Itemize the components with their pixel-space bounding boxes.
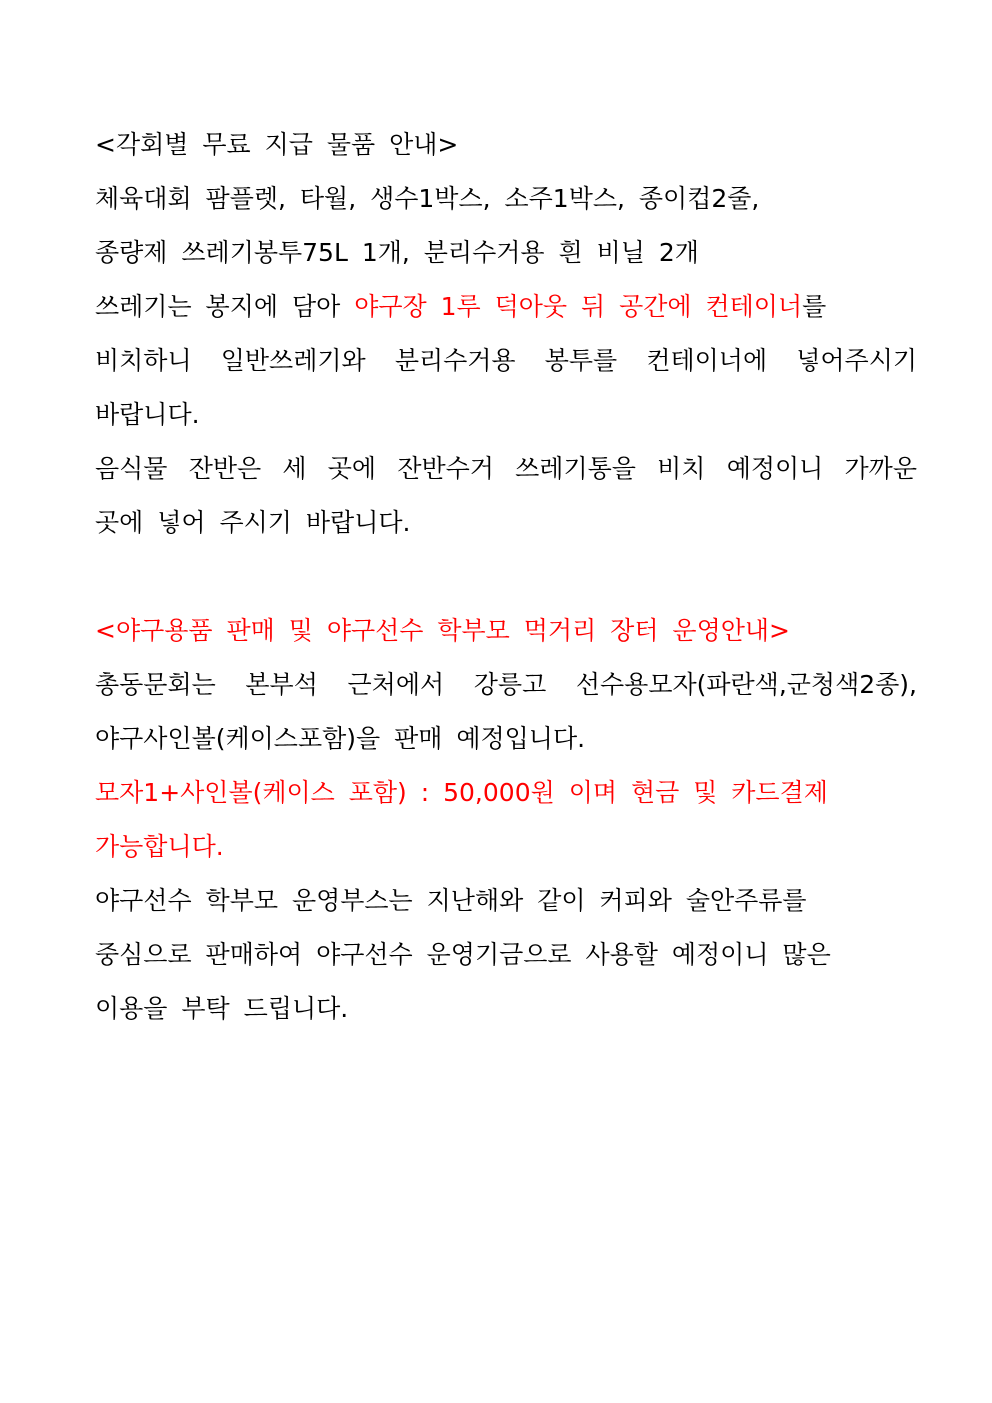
document-page	[95, 118, 917, 1036]
section1-line5: 바랍니다.	[95, 400, 200, 429]
section1-line6: 음식물 잔반은 세 곳에 잔반수거 쓰레기통을 비치 예정이니 가까운	[95, 454, 917, 483]
section2-line5: 야구선수 학부모 운영부스는 지난해와 같이 커피와 술안주류를	[95, 886, 807, 915]
section1-line3-before: 쓰레기는 봉지에 담아	[95, 292, 355, 321]
section2-line6: 중심으로 판매하여 야구선수 운영기금으로 사용할 예정이니 많은	[95, 940, 831, 969]
section2-title: <야구용품 판매 및 야구선수 학부모 먹거리 장터 운영안내>	[95, 616, 790, 645]
section1-line3-highlight: 야구장 1루 덕아웃 뒤 공간에 컨테이너	[354, 292, 803, 321]
section1-line1: 체육대회 팜플렛, 타월, 생수1박스, 소주1박스, 종이컵2줄,	[95, 184, 760, 213]
section1-line4: 비치하니 일반쓰레기와 분리수거용 봉투를 컨테이너에 넣어주시기	[95, 346, 917, 375]
section-spacer	[95, 550, 917, 604]
section1-line2: 종량제 쓰레기봉투75L 1개, 분리수거용 흰 비닐 2개	[95, 238, 699, 267]
section2-line4: 가능합니다.	[95, 832, 224, 861]
section1-line3-after: 를	[802, 292, 827, 321]
section1-line7: 곳에 넣어 주시기 바랍니다.	[95, 508, 411, 537]
section1-title: <각회별 무료 지급 물품 안내>	[95, 130, 459, 159]
section2-line2: 야구사인볼(케이스포함)을 판매 예정입니다.	[95, 724, 586, 753]
section2-line1: 총동문회는 본부석 근처에서 강릉고 선수용모자(파란색,군청색2종),	[95, 670, 917, 699]
section1-line3	[95, 280, 917, 334]
section2-line7: 이용을 부탁 드립니다.	[95, 994, 349, 1023]
section2-line3: 모자1+사인볼(케이스 포함) : 50,000원 이며 현금 및 카드결제	[95, 778, 828, 807]
